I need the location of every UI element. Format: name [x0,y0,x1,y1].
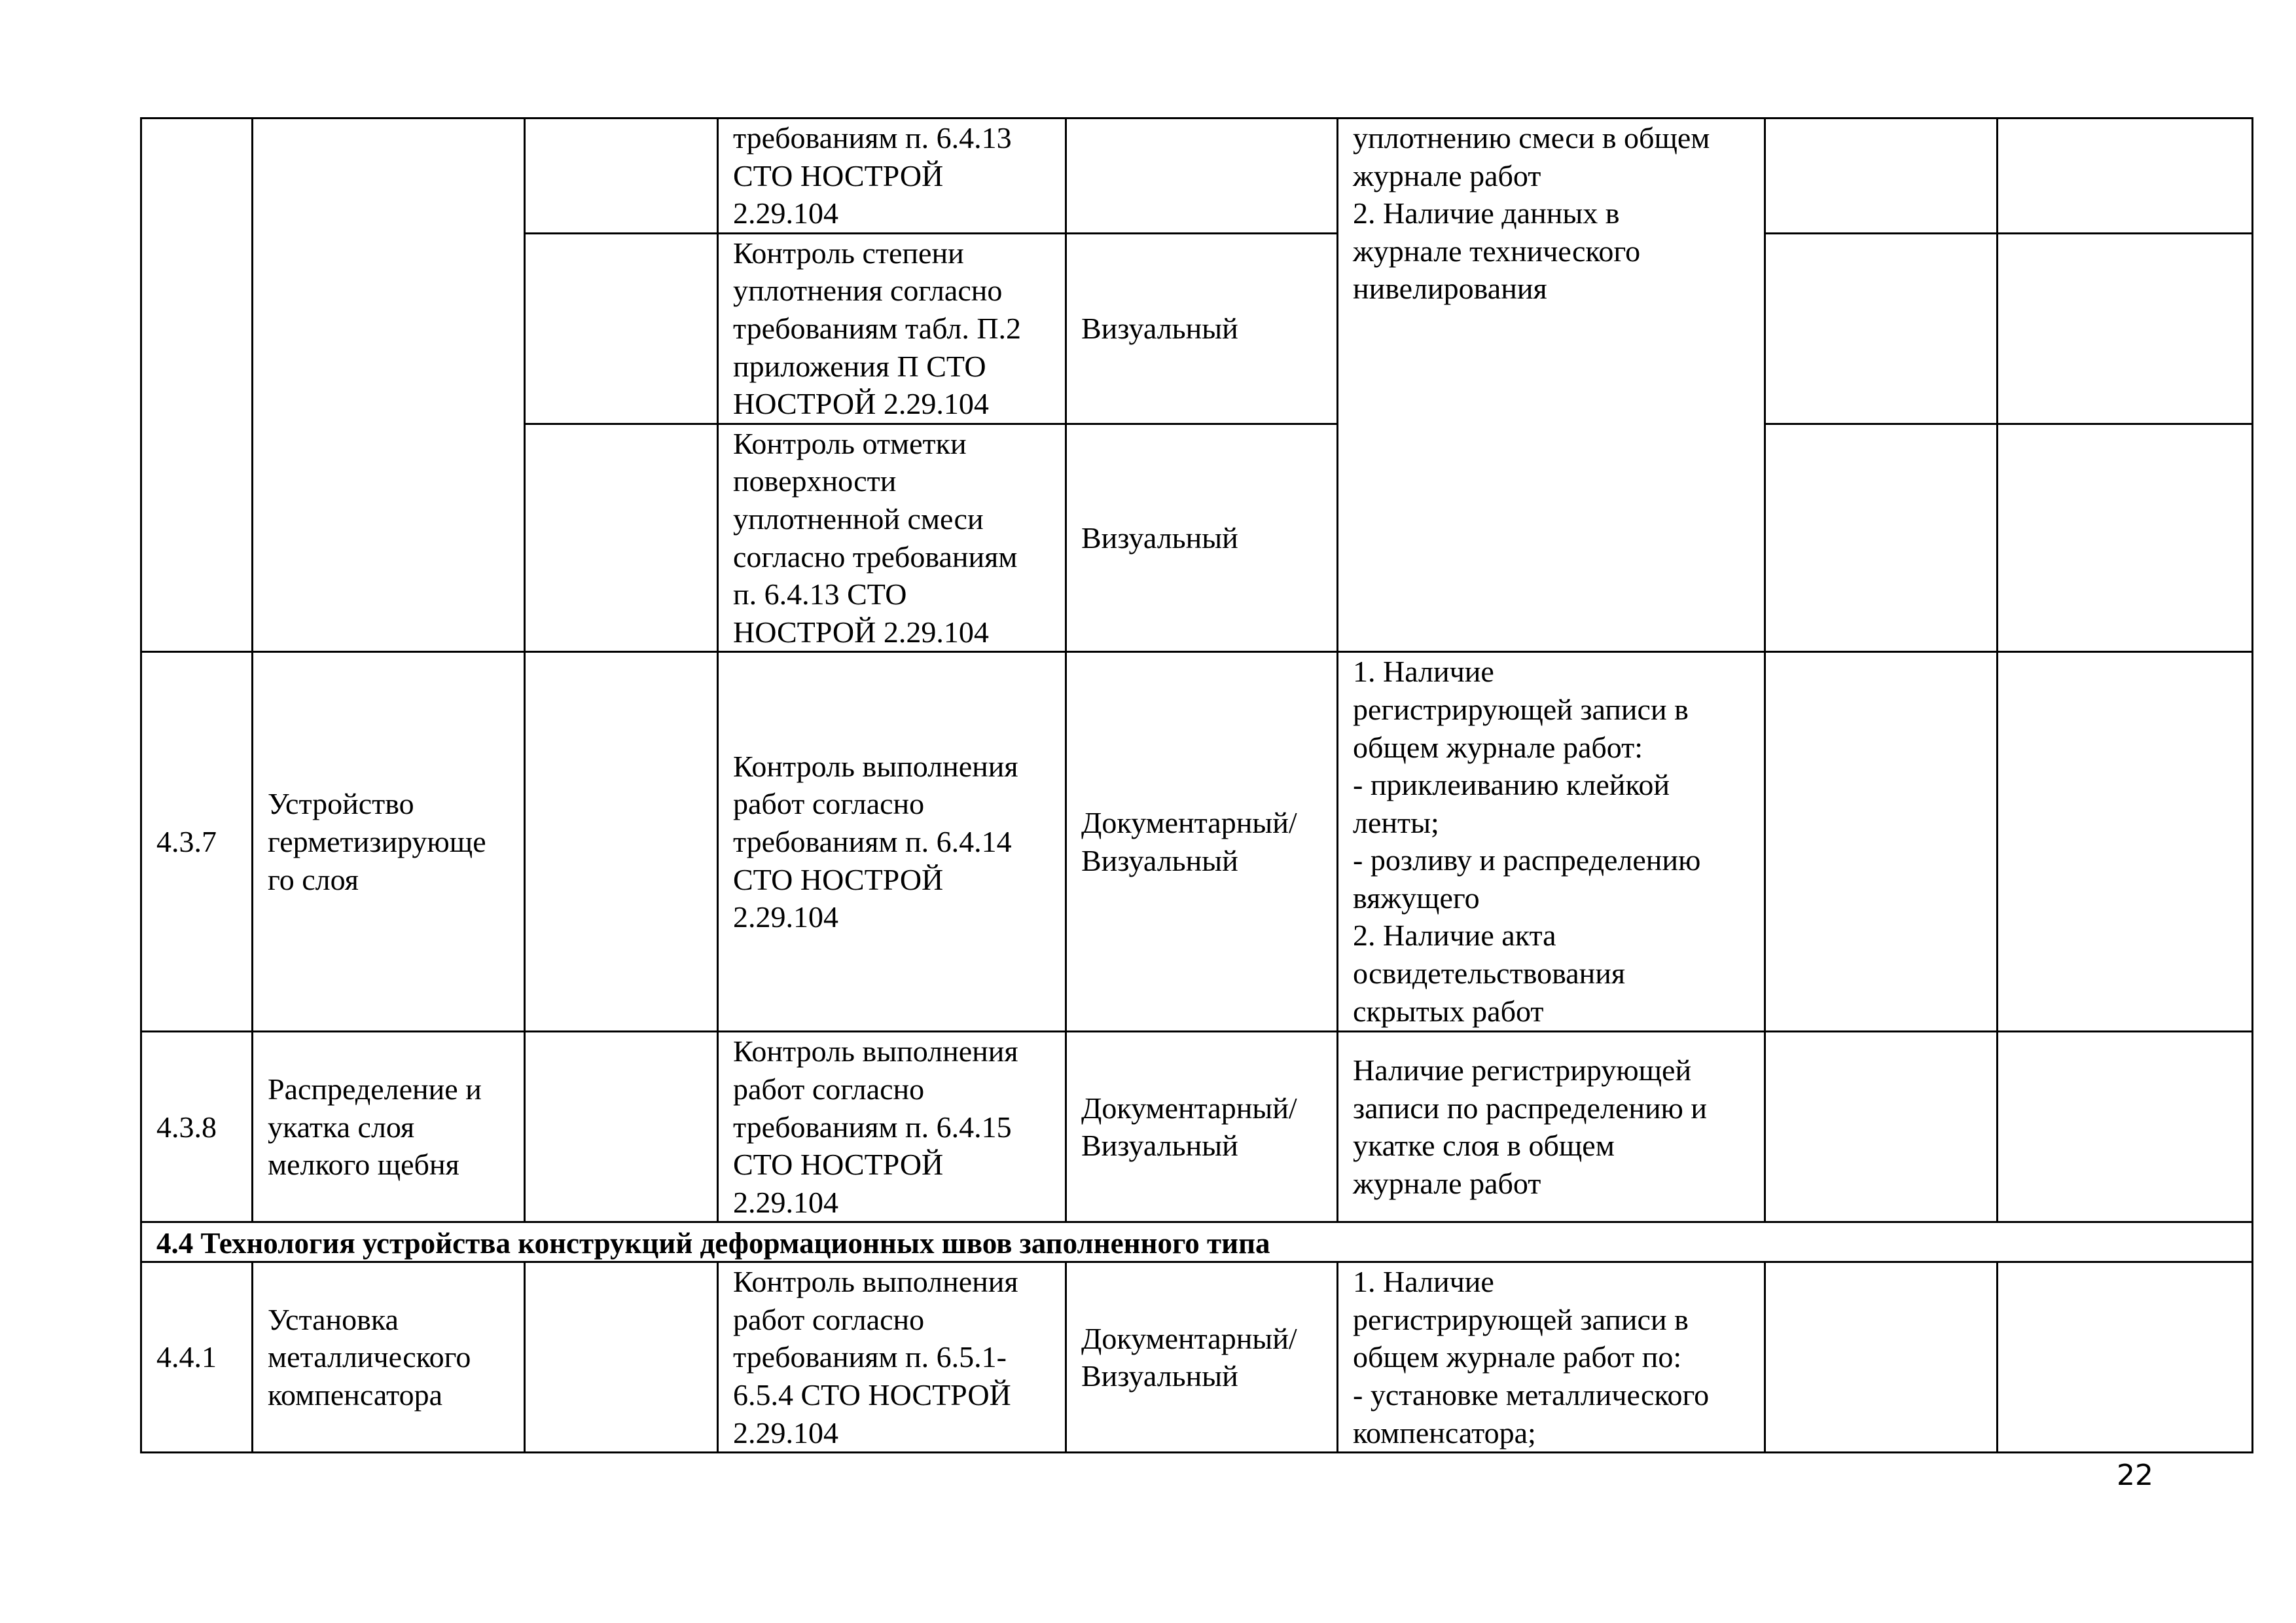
text-line: Контроль выполнения [733,749,1018,783]
text-line: Документарный/ [1081,1091,1297,1125]
text-line: работ согласно [733,1302,925,1336]
text-line: нивелирования [1353,272,1547,306]
text-line: Визуальный [1081,1129,1238,1163]
text-line: работ согласно [733,1072,925,1106]
item-number-cell [141,119,253,652]
table-row [141,1262,2253,1453]
empty-cell [525,652,718,1032]
section-heading: 4.4 Технология устройства конструкций деформационных швов заполненного типа [141,1222,2253,1262]
text-line: журнале работ [1353,1166,1541,1200]
text-line: НОСТРОЙ 2.29.104 [733,615,989,649]
text-line: п. 6.4.13 СТО [733,577,907,611]
text-line: Документарный/ [1081,1321,1297,1355]
empty-cell [1765,1032,1998,1222]
text-line: уплотнения согласно [733,274,1003,308]
text-line: журнале технического [1353,234,1641,268]
text-line: Контроль отметки [733,426,967,460]
documentation-cell [1338,1032,1765,1222]
text-line: го слоя [268,862,359,896]
text-line: согласно требованиям [733,539,1018,574]
check-description-cell [718,652,1066,1032]
text-line: уплотнению смеси в общем [1353,121,1710,155]
empty-cell [525,119,718,234]
text-line: СТО НОСТРОЙ [733,158,944,192]
text-line: Документарный/ [1081,806,1297,840]
item-number-cell [141,652,253,1032]
text-line: требованиям табл. П.2 [733,311,1022,345]
work-name-cell [253,652,525,1032]
empty-cell [1998,233,2253,424]
text-line: общем журнале работ: [1353,730,1643,764]
text-line: работ согласно [733,787,925,821]
method-cell [1066,652,1338,1032]
empty-cell [1998,424,2253,652]
text-line: Установка [268,1302,399,1336]
item-number-cell [141,1262,253,1453]
text-line: освидетельствования [1353,957,1626,991]
section-row [141,1222,2253,1262]
empty-cell [525,424,718,652]
text-line: регистрирующей записи в [1353,692,1689,726]
text-line: 2.29.104 [733,196,838,230]
page-number: 22 [2117,1459,2153,1492]
text-line: Наличие регистрирующей [1353,1053,1692,1087]
text-line: Визуальный [1081,843,1238,877]
text-line: поверхности [733,464,897,498]
item-number-cell [141,1032,253,1222]
text-line: 4.3.7 [156,825,217,859]
table-row [141,652,2253,1032]
work-name-cell [253,119,525,652]
text-line: СТО НОСТРОЙ [733,862,944,896]
empty-cell [1998,652,2253,1032]
text-line: Визуальный [1081,311,1238,345]
text-line: 2.29.104 [733,1415,838,1450]
method-cell [1066,1262,1338,1453]
text-line: записи по распределению и [1353,1091,1708,1125]
check-description-cell [718,1262,1066,1453]
documentation-cell [1338,119,1765,652]
empty-cell [1765,424,1998,652]
empty-cell [1765,233,1998,424]
method-cell [1066,1032,1338,1222]
check-description-cell [718,1032,1066,1222]
text-line: приложения П СТО [733,349,986,383]
work-name-cell [253,1262,525,1453]
text-line: 1. Наличие [1353,655,1494,689]
table-row [141,1032,2253,1222]
text-line: герметизирующе [268,825,486,859]
text-line: требованиям п. 6.4.14 [733,825,1012,859]
documentation-cell [1338,1262,1765,1453]
text-line: - розливу и распределению [1353,843,1701,877]
text-line: Визуальный [1081,1359,1238,1393]
empty-cell [525,1032,718,1222]
check-description-cell [718,119,1066,234]
text-line: 2. Наличие акта [1353,919,1556,953]
documentation-cell [1338,652,1765,1032]
text-line: компенсатора; [1353,1415,1536,1450]
text-line: 4.3.8 [156,1110,217,1144]
text-line: НОСТРОЙ 2.29.104 [733,387,989,421]
work-name-cell [253,1032,525,1222]
method-cell [1066,233,1338,424]
text-line: 1. Наличие [1353,1265,1494,1299]
text-line: вяжущего [1353,881,1480,915]
text-line: укатке слоя в общем [1353,1129,1615,1163]
text-line: компенсатора [268,1378,443,1412]
empty-cell [1765,1262,1998,1453]
check-description-cell [718,233,1066,424]
method-cell [1066,119,1338,234]
text-line: мелкого щебня [268,1148,459,1182]
text-line: СТО НОСТРОЙ [733,1148,944,1182]
method-cell [1066,424,1338,652]
text-line: 2.29.104 [733,1185,838,1219]
empty-cell [1998,1262,2253,1453]
text-line: требованиям п. 6.5.1- [733,1340,1007,1374]
text-line: журнале работ [1353,158,1541,192]
table-row [141,119,2253,234]
check-description-cell [718,424,1066,652]
text-line: уплотненной смеси [733,501,984,536]
text-line: скрытых работ [1353,994,1544,1028]
empty-cell [525,1262,718,1453]
text-line: 4.4.1 [156,1340,217,1374]
text-line: укатка слоя [268,1110,415,1144]
empty-cell [1998,119,2253,234]
empty-cell [1765,652,1998,1032]
empty-cell [525,233,718,424]
empty-cell [1998,1032,2253,1222]
text-line: Визуальный [1081,520,1238,555]
text-line: регистрирующей записи в [1353,1302,1689,1336]
text-line: - приклеиванию клейкой [1353,768,1670,802]
empty-cell [1765,119,1998,234]
text-line: металлического [268,1340,471,1374]
text-line: ленты; [1353,805,1439,839]
text-line: Устройство [268,787,414,821]
text-line: 6.5.4 СТО НОСТРОЙ [733,1378,1011,1412]
text-line: 2.29.104 [733,900,838,934]
text-line: 2. Наличие данных в [1353,196,1620,230]
text-line: Контроль степени [733,236,964,270]
inspection-table [140,117,2253,1453]
text-line: общем журнале работ по: [1353,1340,1682,1374]
text-line: Контроль выполнения [733,1265,1018,1299]
text-line: требованиям п. 6.4.13 [733,121,1012,155]
text-line: Контроль выполнения [733,1034,1018,1068]
text-line: Распределение и [268,1072,482,1106]
text-line: требованиям п. 6.4.15 [733,1110,1012,1144]
text-line: - установке металлического [1353,1378,1710,1412]
